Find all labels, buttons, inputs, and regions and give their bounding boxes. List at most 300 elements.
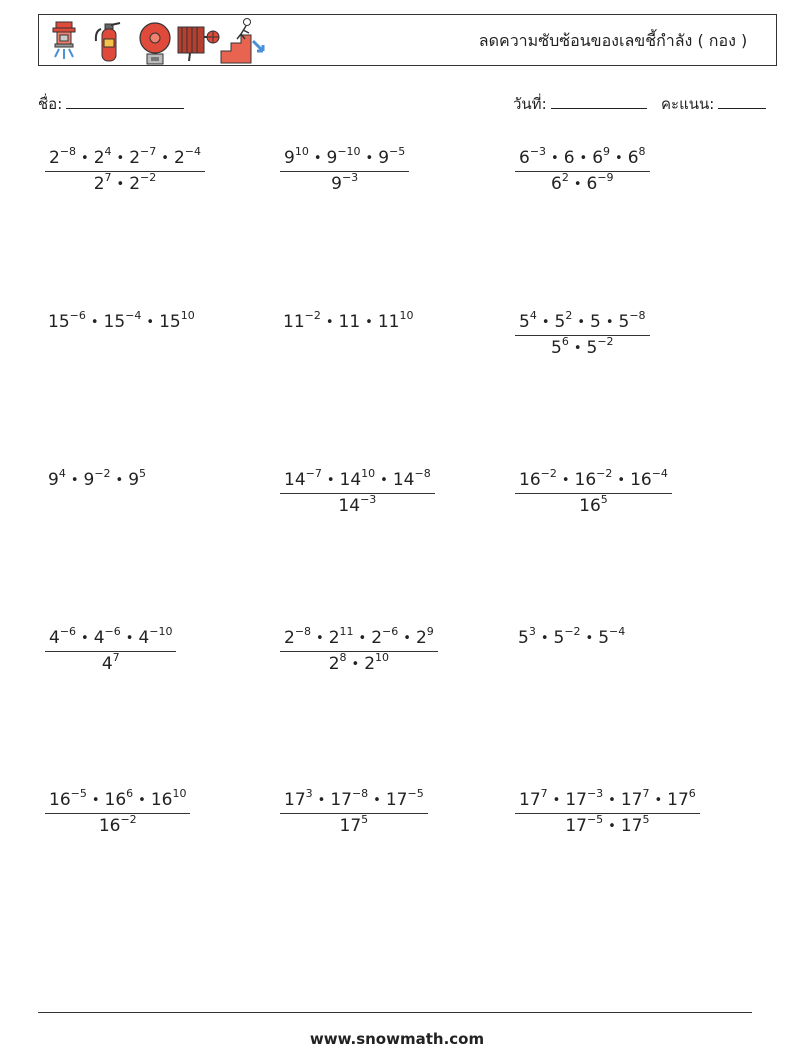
base: 4 xyxy=(101,654,113,674)
multiplication-dot: • xyxy=(561,473,570,488)
exponent: 5 xyxy=(361,813,369,826)
date-label: วันที่: xyxy=(513,95,547,113)
exponent: −6 xyxy=(59,625,77,638)
power-term xyxy=(330,787,369,810)
problem-14 xyxy=(280,787,428,836)
exponent: −7 xyxy=(305,467,322,480)
multiplication-dot: • xyxy=(573,177,582,192)
multiplication-dot: • xyxy=(316,631,324,646)
base: 9 xyxy=(284,148,295,168)
power-term xyxy=(49,625,77,648)
base: 4 xyxy=(49,628,60,648)
exponent: −2 xyxy=(304,309,321,322)
name-blank xyxy=(66,94,184,109)
fraction xyxy=(515,787,700,836)
power-term xyxy=(519,467,557,490)
exponent: −5 xyxy=(407,787,424,800)
exponent: 8 xyxy=(638,145,646,158)
base: 5 xyxy=(554,312,566,332)
exponent: −2 xyxy=(564,625,581,638)
power-term xyxy=(49,145,77,168)
multiplication-dot: • xyxy=(81,631,89,646)
multiplication-dot: • xyxy=(146,315,155,330)
problem-1 xyxy=(45,145,205,194)
multiplication-dot: • xyxy=(313,151,322,166)
multiplication-dot: • xyxy=(373,793,381,808)
power-term xyxy=(49,787,87,810)
problem-5 xyxy=(280,309,414,332)
base: 5 xyxy=(551,338,562,358)
power-term xyxy=(328,625,354,648)
base: 16 xyxy=(150,790,173,810)
power-term xyxy=(620,813,650,836)
product-expression xyxy=(280,309,414,332)
power-term xyxy=(518,625,536,648)
multiplication-dot: • xyxy=(70,473,79,488)
base: 4 xyxy=(93,628,105,648)
product-expression xyxy=(45,309,195,332)
exponent: 10 xyxy=(180,309,195,322)
base: 14 xyxy=(338,496,361,516)
problem-4 xyxy=(45,309,195,332)
base: 5 xyxy=(519,312,530,332)
base: 2 xyxy=(129,174,141,194)
base: 9 xyxy=(326,148,338,168)
power-term xyxy=(48,467,66,490)
multiplication-dot: • xyxy=(585,631,594,646)
exponent: 2 xyxy=(561,171,569,184)
denominator xyxy=(515,813,700,835)
numerator xyxy=(280,787,428,813)
score-label: คะแนน: xyxy=(661,95,715,113)
numerator xyxy=(45,145,205,171)
base: 6 xyxy=(586,174,598,194)
exponent: −4 xyxy=(184,145,201,158)
footer-website: www.snowmath.com xyxy=(309,1030,485,1048)
power-term xyxy=(553,625,581,648)
base: 16 xyxy=(49,790,71,810)
power-term xyxy=(339,467,376,490)
numerator xyxy=(280,467,435,493)
power-term xyxy=(284,467,322,490)
power-term xyxy=(415,625,434,648)
multiplication-dot: • xyxy=(615,151,623,166)
denominator xyxy=(280,171,409,193)
base: 2 xyxy=(93,148,105,168)
fire-extinguisher-icon xyxy=(93,21,123,63)
base: 5 xyxy=(553,628,565,648)
base: 2 xyxy=(328,654,340,674)
base: 2 xyxy=(415,628,427,648)
base: 6 xyxy=(519,148,530,168)
power-term xyxy=(328,651,347,674)
base: 2 xyxy=(93,174,105,194)
problem-13 xyxy=(45,787,190,836)
denominator xyxy=(45,813,190,835)
base: 6 xyxy=(592,148,604,168)
numerator xyxy=(515,309,650,335)
power-term xyxy=(48,309,86,332)
fire-exit-stairs-icon xyxy=(219,17,267,65)
power-term xyxy=(620,787,650,810)
exponent: −2 xyxy=(596,467,613,480)
problem-11 xyxy=(280,625,438,674)
exponent: 6 xyxy=(126,787,134,800)
exponent: 10 xyxy=(375,651,390,664)
fire-hose-reel-icon xyxy=(177,21,223,61)
power-term xyxy=(326,145,361,168)
multiplication-dot: • xyxy=(403,631,411,646)
multiplication-dot: • xyxy=(577,315,585,330)
exponent: −6 xyxy=(104,625,121,638)
problem-8 xyxy=(280,467,435,516)
power-term xyxy=(598,625,626,648)
fraction xyxy=(280,467,435,516)
power-term xyxy=(551,335,569,358)
exponent: 4 xyxy=(104,145,112,158)
multiplication-dot: • xyxy=(365,315,373,330)
power-term xyxy=(385,787,424,810)
multiplication-dot: • xyxy=(351,657,360,672)
fraction xyxy=(515,309,650,358)
exponent: −6 xyxy=(69,309,86,322)
exponent: −4 xyxy=(125,309,142,322)
power-term xyxy=(150,787,187,810)
power-term xyxy=(586,171,614,194)
name-field xyxy=(38,92,184,116)
base: 2 xyxy=(173,148,185,168)
exponent: 2 xyxy=(565,309,573,322)
base: 2 xyxy=(49,148,60,168)
base: 16 xyxy=(579,496,601,516)
base: 6 xyxy=(551,174,562,194)
power-term xyxy=(565,813,604,836)
problem-2 xyxy=(280,145,409,194)
exponent: 11 xyxy=(339,625,354,638)
multiplication-dot: • xyxy=(365,151,374,166)
power-term xyxy=(284,787,313,810)
base: 16 xyxy=(630,470,652,490)
base: 6 xyxy=(563,148,575,168)
exponent: 5 xyxy=(642,813,650,826)
problem-6 xyxy=(515,309,650,358)
power-term xyxy=(339,813,369,836)
exponent: 6 xyxy=(561,335,569,348)
power-term xyxy=(338,493,377,516)
exponent: 7 xyxy=(104,171,112,184)
base: 11 xyxy=(338,312,361,332)
exponent: 3 xyxy=(305,787,313,800)
exponent: −9 xyxy=(597,171,614,184)
problem-10 xyxy=(45,625,176,674)
power-term xyxy=(339,312,361,332)
exponent: −5 xyxy=(70,787,87,800)
power-term xyxy=(565,787,604,810)
exponent: 7 xyxy=(540,787,548,800)
power-term xyxy=(618,309,646,332)
power-term xyxy=(364,651,390,674)
base: 2 xyxy=(364,654,376,674)
denominator xyxy=(45,171,205,193)
base: 17 xyxy=(519,790,541,810)
base: 15 xyxy=(103,312,126,332)
power-term xyxy=(590,312,601,332)
power-term xyxy=(627,145,646,168)
base: 5 xyxy=(590,312,601,332)
power-term xyxy=(93,145,112,168)
base: 17 xyxy=(385,790,408,810)
multiplication-dot: • xyxy=(573,341,582,356)
date-field xyxy=(513,92,647,116)
exponent: −8 xyxy=(59,145,77,158)
denominator xyxy=(280,493,435,515)
power-term xyxy=(371,625,399,648)
base: 14 xyxy=(339,470,362,490)
multiplication-dot: • xyxy=(608,819,616,834)
power-term xyxy=(138,625,173,648)
power-term xyxy=(283,309,321,332)
base: 16 xyxy=(104,790,127,810)
worksheet-title: ลดความซับซ้อนของเลขชี้กำลัง ( กอง ) xyxy=(478,31,748,50)
multiplication-dot: • xyxy=(91,793,100,808)
exponent: −2 xyxy=(140,171,157,184)
numerator xyxy=(515,467,672,493)
exponent: −4 xyxy=(651,467,668,480)
exponent: −8 xyxy=(414,467,431,480)
power-term xyxy=(103,309,142,332)
base: 16 xyxy=(519,470,541,490)
problem-9 xyxy=(515,467,672,516)
exponent: 5 xyxy=(600,493,608,506)
power-term xyxy=(392,467,431,490)
fraction xyxy=(45,145,205,194)
base: 9 xyxy=(83,470,95,490)
multiplication-dot: • xyxy=(116,177,125,192)
power-term xyxy=(519,145,547,168)
base: 15 xyxy=(48,312,70,332)
exponent: 10 xyxy=(172,787,187,800)
multiplication-dot: • xyxy=(380,473,388,488)
power-term xyxy=(129,145,157,168)
exponent: 10 xyxy=(294,145,309,158)
power-term xyxy=(519,309,537,332)
problem-3 xyxy=(515,145,650,194)
base: 17 xyxy=(620,816,643,836)
power-term xyxy=(93,625,121,648)
exponent: −10 xyxy=(337,145,361,158)
base: 14 xyxy=(392,470,415,490)
exponent: 10 xyxy=(399,309,414,322)
multiplication-dot: • xyxy=(605,315,614,330)
multiplication-dot: • xyxy=(115,473,124,488)
exponent: 6 xyxy=(688,787,696,800)
exponent: 10 xyxy=(361,467,376,480)
exponent: −2 xyxy=(120,813,137,826)
numerator xyxy=(45,625,176,651)
exponent: −5 xyxy=(389,145,406,158)
base: 11 xyxy=(377,312,400,332)
base: 5 xyxy=(598,628,610,648)
score-blank xyxy=(718,94,766,109)
exponent: −6 xyxy=(382,625,399,638)
power-term xyxy=(586,335,614,358)
multiplication-dot: • xyxy=(654,793,663,808)
power-term xyxy=(83,467,111,490)
base: 5 xyxy=(586,338,598,358)
base: 16 xyxy=(574,470,597,490)
base: 9 xyxy=(378,148,390,168)
fraction xyxy=(45,787,190,836)
power-term xyxy=(284,625,312,648)
fraction xyxy=(280,145,409,194)
power-term xyxy=(101,651,120,674)
exponent: 4 xyxy=(529,309,537,322)
power-term xyxy=(128,467,147,490)
power-term xyxy=(377,309,414,332)
exponent: 8 xyxy=(339,651,347,664)
problem-12 xyxy=(515,625,626,648)
score-field xyxy=(661,92,766,116)
denominator xyxy=(515,171,650,193)
exponent: −4 xyxy=(609,625,626,638)
numerator xyxy=(515,145,650,171)
exponent: −7 xyxy=(140,145,157,158)
exponent: −3 xyxy=(586,787,604,800)
power-term xyxy=(129,171,157,194)
multiplication-dot: • xyxy=(81,151,89,166)
worksheet-header xyxy=(38,14,777,66)
multiplication-dot: • xyxy=(579,151,588,166)
multiplication-dot: • xyxy=(326,473,335,488)
exponent: 4 xyxy=(58,467,66,480)
base: 4 xyxy=(138,628,150,648)
exponent: −5 xyxy=(586,813,604,826)
power-term xyxy=(551,171,569,194)
exponent: 5 xyxy=(139,467,147,480)
base: 14 xyxy=(284,470,306,490)
base: 2 xyxy=(328,628,340,648)
power-term xyxy=(554,309,573,332)
denominator xyxy=(45,651,176,673)
multiplication-dot: • xyxy=(125,631,134,646)
base: 5 xyxy=(518,628,529,648)
multiplication-dot: • xyxy=(541,315,550,330)
name-label: ชื่อ: xyxy=(38,95,63,113)
multiplication-dot: • xyxy=(325,315,334,330)
exponent: −3 xyxy=(360,493,377,506)
base: 17 xyxy=(330,790,352,810)
footer-divider xyxy=(38,1012,752,1013)
base: 9 xyxy=(48,470,59,490)
multiplication-dot: • xyxy=(116,151,125,166)
base: 6 xyxy=(627,148,639,168)
base: 16 xyxy=(98,816,121,836)
power-term xyxy=(378,145,406,168)
exponent: −3 xyxy=(341,171,359,184)
base: 2 xyxy=(371,628,383,648)
exponent: −8 xyxy=(629,309,646,322)
exponent: 7 xyxy=(642,787,650,800)
exponent: 7 xyxy=(112,651,120,664)
problem-7 xyxy=(45,467,147,490)
multiplication-dot: • xyxy=(551,151,559,166)
multiplication-dot: • xyxy=(161,151,169,166)
power-term xyxy=(579,493,608,516)
exponent: −8 xyxy=(294,625,312,638)
multiplication-dot: • xyxy=(317,793,326,808)
date-blank xyxy=(551,94,647,109)
multiplication-dot: • xyxy=(608,793,616,808)
multiplication-dot: • xyxy=(358,631,367,646)
base: 2 xyxy=(284,628,295,648)
fire-alarm-bell-icon xyxy=(137,21,173,65)
problem-15 xyxy=(515,787,700,836)
power-term xyxy=(331,171,359,194)
base: 17 xyxy=(565,790,587,810)
power-term xyxy=(630,467,668,490)
power-term xyxy=(564,148,575,168)
base: 11 xyxy=(283,312,305,332)
exponent: −10 xyxy=(149,625,173,638)
numerator xyxy=(45,787,190,813)
base: 9 xyxy=(128,470,140,490)
base: 9 xyxy=(331,174,342,194)
base: 17 xyxy=(284,790,306,810)
fraction xyxy=(280,625,438,674)
numerator xyxy=(515,787,700,813)
numerator xyxy=(280,145,409,171)
product-expression xyxy=(45,467,147,490)
multiplication-dot: • xyxy=(617,473,626,488)
denominator xyxy=(515,493,672,515)
power-term xyxy=(519,787,548,810)
fraction xyxy=(515,467,672,516)
power-term xyxy=(104,787,134,810)
power-term xyxy=(98,813,137,836)
power-term xyxy=(159,309,195,332)
exponent: −2 xyxy=(540,467,557,480)
base: 5 xyxy=(618,312,630,332)
exponent: 9 xyxy=(603,145,611,158)
fire-sprinkler-icon xyxy=(47,21,81,61)
base: 17 xyxy=(565,816,587,836)
base: 17 xyxy=(339,816,362,836)
power-term xyxy=(574,467,613,490)
exponent: −3 xyxy=(529,145,547,158)
multiplication-dot: • xyxy=(90,315,99,330)
fraction xyxy=(515,145,650,194)
power-term xyxy=(592,145,611,168)
fraction xyxy=(280,787,428,836)
denominator xyxy=(280,813,428,835)
power-term xyxy=(93,171,112,194)
fraction xyxy=(45,625,176,674)
denominator xyxy=(515,335,650,357)
power-term xyxy=(284,145,309,168)
exponent: −8 xyxy=(351,787,369,800)
exponent: 9 xyxy=(426,625,434,638)
base: 15 xyxy=(159,312,181,332)
base: 2 xyxy=(129,148,141,168)
multiplication-dot: • xyxy=(552,793,561,808)
exponent: −2 xyxy=(94,467,111,480)
power-term xyxy=(173,145,201,168)
multiplication-dot: • xyxy=(138,793,146,808)
denominator xyxy=(280,651,438,673)
exponent: 3 xyxy=(528,625,536,638)
base: 17 xyxy=(667,790,689,810)
exponent: −2 xyxy=(597,335,614,348)
